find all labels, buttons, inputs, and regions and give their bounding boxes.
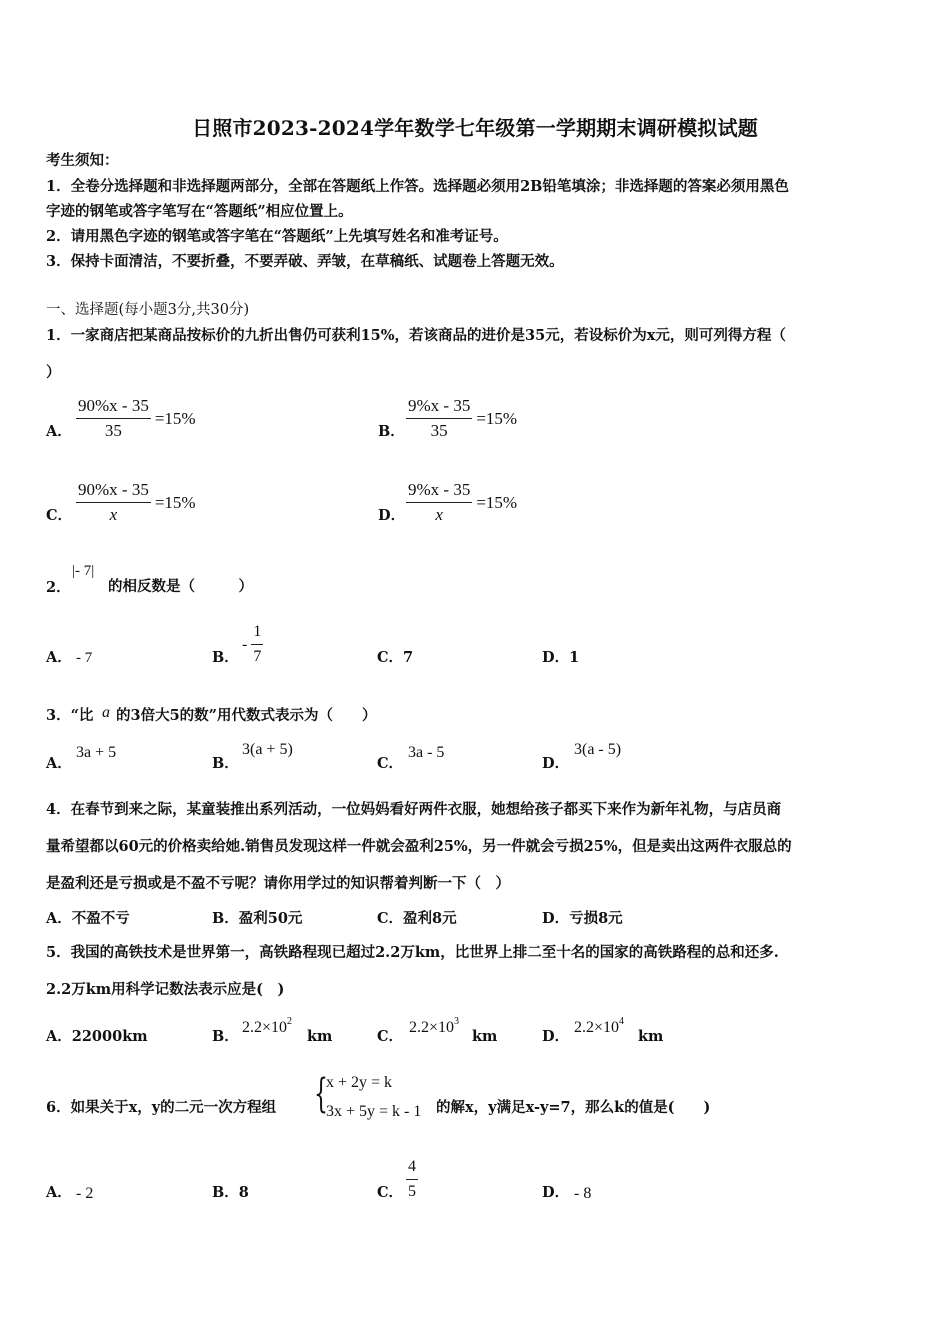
q5-option-d-label: D． xyxy=(542,1028,570,1045)
q5-d-exponent: 4 xyxy=(619,1016,625,1027)
q5-option-c-value xyxy=(409,1018,459,1040)
q6-equation-1: x + 2y = k xyxy=(326,1074,393,1091)
q3-option-d-label: D． xyxy=(542,755,570,772)
q3-option-a-label: A． xyxy=(46,755,72,772)
q4-line-2: 量希望都以60元的价格卖给她.销售员发现这样一件就会盈利25%，另一件就会亏损25%，但是卖出这两件衣服总的 xyxy=(46,838,792,855)
q2-number: 2． xyxy=(46,579,71,596)
q1-c-denominator: x xyxy=(109,505,118,524)
q1-stem-line-2: ） xyxy=(46,364,61,381)
q5-option-b-value xyxy=(242,1018,292,1040)
q6-stem-end: 的解x，y满足x-y=7，那么k的值是( ) xyxy=(436,1099,711,1116)
q5-b-exponent: 2 xyxy=(287,1016,293,1027)
q1-a-numerator: 90%x - 35 xyxy=(76,396,151,419)
q2-b-denominator: 7 xyxy=(253,648,262,665)
q6-c-numerator: 4 xyxy=(406,1157,418,1180)
q5-option-a: A．22000km xyxy=(46,1028,148,1045)
q1-option-a-label: A． xyxy=(46,423,72,440)
q4-option-a: A．不盈不亏 xyxy=(46,910,130,927)
notice-line-2: 2．请用黑色字迹的钢笔或答字笔在“答题纸”上先填写姓名和准考证号。 xyxy=(46,228,508,245)
q4-option-d: D．亏损8元 xyxy=(542,910,623,927)
q5-option-d-value xyxy=(574,1018,624,1040)
q3-stem-start: 3．“比 xyxy=(46,707,94,724)
notice-heading: 考生须知： xyxy=(46,152,119,169)
q1-b-rhs: =15% xyxy=(476,408,518,428)
q6-stem-start: 6．如果关于x，y的二元一次方程组 xyxy=(46,1099,277,1116)
q3-option-c-value: 3a - 5 xyxy=(408,744,445,761)
q5-option-b-label: B． xyxy=(212,1028,239,1045)
q1-option-d-label: D． xyxy=(378,507,406,524)
q3-option-a-value: 3a + 5 xyxy=(76,744,117,761)
q5-line-1: 5．我国的高铁技术是世界第一，高铁路程现已超过2.2万km，比世界上排二至十名的国家的高铁路程的总和还多. xyxy=(46,944,779,961)
section-heading: 一、选择题(每小题3分,共30分) xyxy=(46,302,250,318)
q4-line-1: 4．在春节到来之际，某童装推出系列活动，一位妈妈看好两件衣服，她想给孩子都买下来作为新年礼物，与店员商 xyxy=(46,801,782,818)
q1-option-a-formula xyxy=(76,396,196,441)
q5-option-c-unit: km xyxy=(472,1028,498,1045)
q6-equation-2: 3x + 5y = k - 1 xyxy=(326,1103,422,1120)
q1-a-denominator: 35 xyxy=(104,421,122,440)
q1-option-b-formula xyxy=(406,396,517,441)
q6-c-denominator: 5 xyxy=(408,1183,416,1200)
q5-c-base: 2.2×10 xyxy=(409,1019,455,1036)
q1-b-numerator: 9%x - 35 xyxy=(406,396,472,419)
q6-option-d-label: D． xyxy=(542,1184,570,1201)
q2-b-sign: - xyxy=(242,635,248,653)
q3-option-b-value: 3(a + 5) xyxy=(242,741,293,758)
notice-line-1b: 字迹的钢笔或答字笔写在“答题纸”相应位置上。 xyxy=(46,203,353,220)
notice-line-3: 3．保持卡面清洁，不要折叠，不要弄破、弄皱，在草稿纸、试题卷上答题无效。 xyxy=(46,253,564,270)
q5-option-b-unit: km xyxy=(307,1028,333,1045)
q2-option-b-label: B． xyxy=(212,649,239,666)
q1-option-c-label: C． xyxy=(46,507,73,524)
q1-option-d-formula xyxy=(406,480,517,525)
q4-option-c: C．盈利8元 xyxy=(377,910,457,927)
q1-a-rhs: =15% xyxy=(154,408,196,428)
q1-option-c-formula xyxy=(76,480,196,525)
q6-option-b: B．8 xyxy=(212,1184,249,1201)
q1-stem-line-1: 1．一家商店把某商品按标价的九折出售仍可获利15%，若该商品的进价是35元，若设标价为x元，则可列得方程（ xyxy=(46,327,786,344)
q1-d-rhs: =15% xyxy=(476,492,518,512)
q5-b-base: 2.2×10 xyxy=(242,1019,288,1036)
q1-b-denominator: 35 xyxy=(430,421,448,440)
q2-option-c: C．7 xyxy=(377,649,414,666)
q2-option-a-value: - 7 xyxy=(76,650,93,666)
q2-option-d: D．1 xyxy=(542,649,580,666)
q6-system-brace: { xyxy=(314,1071,328,1117)
q6-option-c-label: C． xyxy=(377,1184,404,1201)
q4-option-b: B．盈利50元 xyxy=(212,910,303,927)
q4-line-3: 是盈利还是亏损或是不盈不亏呢？请你用学过的知识帮着判断一下（ ） xyxy=(46,875,510,892)
q6-option-c-formula xyxy=(406,1157,418,1202)
q2-absolute-value: |- 7| xyxy=(72,563,95,579)
q2-option-a-label: A． xyxy=(46,649,72,666)
notice-line-1a: 1．全卷分选择题和非选择题两部分，全部在答题纸上作答。选择题必须用2B铅笔填涂；非选择题的答案必须用黑色 xyxy=(46,178,789,195)
q5-c-exponent: 3 xyxy=(454,1016,460,1027)
q3-option-d-value: 3(a - 5) xyxy=(574,741,622,758)
page-title: 日照市2023-2024学年数学七年级第一学期期末调研模拟试题 xyxy=(192,116,758,140)
q1-option-b-label: B． xyxy=(378,423,405,440)
q3-option-c-label: C． xyxy=(377,755,404,772)
q3-variable: a xyxy=(102,704,110,721)
q6-option-a-value: - 2 xyxy=(76,1185,94,1202)
q5-line-2: 2.2万km用科学记数法表示应是( ) xyxy=(46,981,285,998)
q2-stem: 的相反数是（ ） xyxy=(108,578,253,595)
q3-option-b-label: B． xyxy=(212,755,239,772)
q1-d-numerator: 9%x - 35 xyxy=(406,480,472,503)
q5-d-base: 2.2×10 xyxy=(574,1019,620,1036)
q6-option-a-label: A． xyxy=(46,1184,72,1201)
q3-stem-end: 的3倍大5的数”用代数式表示为（ ） xyxy=(116,707,377,724)
q1-c-rhs: =15% xyxy=(154,492,196,512)
q1-d-denominator: x xyxy=(435,505,443,524)
q2-b-numerator: 1 xyxy=(251,622,263,645)
q6-option-d-value: - 8 xyxy=(574,1185,592,1202)
q5-option-c-label: C． xyxy=(377,1028,404,1045)
q5-option-d-unit: km xyxy=(638,1028,664,1045)
q2-option-b-formula xyxy=(242,622,263,667)
q1-c-numerator: 90%x - 35 xyxy=(76,480,151,503)
